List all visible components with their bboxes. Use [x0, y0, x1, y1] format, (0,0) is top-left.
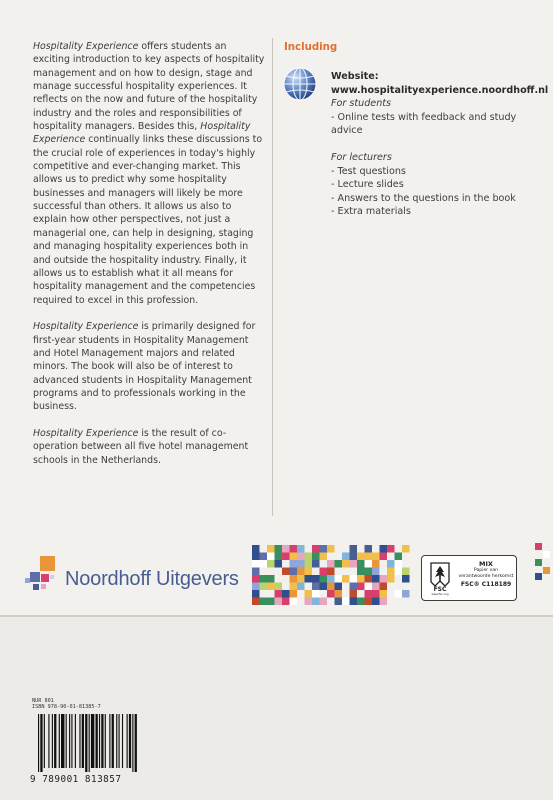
barcode-bar — [91, 714, 94, 768]
mosaic-tile — [252, 598, 260, 606]
barcode-bars — [30, 714, 140, 772]
mosaic-tile — [350, 575, 358, 583]
mosaic-tile — [365, 590, 373, 598]
mosaic-tile — [365, 560, 373, 568]
mosaic-tile — [305, 568, 313, 576]
mosaic-tile — [387, 560, 395, 568]
lecturers-item: - Answers to the questions in the book — [331, 192, 516, 204]
students-title: For students — [331, 98, 392, 110]
mosaic-tile — [260, 575, 268, 583]
noordhoff-logo-icon — [24, 556, 64, 596]
mosaic-tile — [282, 590, 290, 598]
book-title-italic: Hospitality Experience — [33, 121, 251, 146]
mosaic-tile — [387, 545, 395, 553]
mosaic-tile — [260, 598, 268, 606]
barcode-bar — [75, 714, 76, 768]
mosaic-tile — [282, 553, 290, 561]
mosaic-tile — [342, 560, 350, 568]
mosaic-tile — [290, 545, 298, 553]
barcode-bar — [48, 714, 49, 768]
fsc-text — [458, 560, 514, 588]
mosaic-tile — [365, 575, 373, 583]
mosaic-tile — [267, 598, 275, 606]
mosaic-tile — [327, 560, 335, 568]
mosaic-tile — [357, 598, 365, 606]
lecturers-item: - Extra materials — [331, 206, 411, 218]
mosaic-tile — [252, 560, 260, 568]
column-divider — [272, 38, 273, 516]
mosaic-tile — [327, 568, 335, 576]
mosaic-tile — [282, 545, 290, 553]
mosaic-tile — [312, 560, 320, 568]
barcode-bar — [54, 714, 56, 768]
mosaic-tile — [312, 583, 320, 591]
fsc-line-1: Papier van — [473, 568, 499, 573]
barcode-bar — [99, 714, 100, 768]
mosaic-tile — [335, 575, 343, 583]
mosaic-tile — [372, 583, 380, 591]
mosaic-tile — [372, 553, 380, 561]
mosaic-tile — [320, 545, 328, 553]
mosaic-tile — [260, 583, 268, 591]
fsc-tree-icon — [426, 560, 454, 596]
mosaic-tile — [365, 553, 373, 561]
mosaic-tile — [320, 575, 328, 583]
mosaic-tile — [350, 545, 358, 553]
fsc-logo-text: FSC — [433, 586, 447, 593]
mosaic-tile — [290, 590, 298, 598]
including-heading: Including — [284, 42, 338, 53]
mosaic-tile — [260, 553, 268, 561]
mosaic-tile — [365, 583, 373, 591]
mosaic-tile — [312, 575, 320, 583]
mosaic-tile — [543, 567, 550, 574]
barcode-bar — [85, 714, 87, 772]
mosaic-tile — [380, 590, 388, 598]
mosaic-tile — [357, 568, 365, 576]
mosaic-tile — [327, 575, 335, 583]
fsc-logo-url: www.fsc.org — [431, 592, 449, 596]
mosaic-tile — [357, 583, 365, 591]
mosaic-tile — [327, 590, 335, 598]
paragraph-text: is the result of co-operation between all five hotel management schools in the Netherlands. — [33, 427, 249, 466]
website-block — [284, 70, 549, 137]
mosaic-tile — [282, 568, 290, 576]
decorative-mosaic-edge — [531, 543, 551, 583]
mosaic-tile — [252, 590, 260, 598]
mosaic-tile — [305, 598, 313, 606]
mosaic-tile — [290, 553, 298, 561]
barcode-bar — [116, 714, 117, 768]
mosaic-tile — [327, 545, 335, 553]
barcode-bar — [101, 714, 103, 768]
mosaic-tile — [402, 590, 410, 598]
mosaic-tile — [335, 590, 343, 598]
mosaic-tile — [327, 583, 335, 591]
mosaic-tile — [275, 598, 283, 606]
mosaic-tile — [357, 560, 365, 568]
fsc-line-2: verantwoorde herkomst — [458, 574, 514, 579]
description-paragraph-1 — [33, 40, 265, 307]
globe-icon — [282, 66, 318, 102]
mosaic-tile — [372, 568, 380, 576]
mosaic-tile — [342, 598, 350, 606]
barcode-bar — [132, 714, 133, 772]
isbn-number: ISBN 978-90-01-81385-7 — [32, 704, 101, 711]
mosaic-tile — [357, 575, 365, 583]
mosaic-tile — [395, 553, 403, 561]
mosaic-tile — [297, 553, 305, 561]
mosaic-tile — [312, 598, 320, 606]
mosaic-tile — [535, 543, 542, 550]
description-paragraph-2 — [33, 320, 265, 413]
mosaic-tile — [387, 575, 395, 583]
mosaic-tile — [372, 590, 380, 598]
mosaic-tile — [297, 583, 305, 591]
mosaic-tile — [312, 545, 320, 553]
description-column — [33, 40, 265, 480]
mosaic-tile — [290, 583, 298, 591]
mosaic-tile — [395, 560, 403, 568]
mosaic-tile — [342, 575, 350, 583]
mosaic-tile — [342, 553, 350, 561]
lecturers-item: - Test questions — [331, 165, 406, 177]
mosaic-tile — [275, 545, 283, 553]
mosaic-tile — [350, 590, 358, 598]
paragraph-text: continually links these discussions to the crucial role of experiences in today's highly competitive and ever-changing market. This allows us to predict why some hospitality businesses and managers will likely be more successful than others. It allows us also to explain how other perspectives, not just a managerial one, can help in designing, staging and managing hospitality experiences both in and outside the hospitality industry. Finally, it allows us to establish what it all means for hospitality management and the competencies required to excel in this profession. — [33, 134, 263, 306]
mosaic-tile — [290, 598, 298, 606]
book-title-italic: Hospitality Experience — [33, 41, 139, 52]
mosaic-tile — [305, 575, 313, 583]
mosaic-tile — [320, 568, 328, 576]
mosaic-tile — [312, 553, 320, 561]
mosaic-tile — [350, 553, 358, 561]
barcode-bar — [109, 714, 110, 768]
mosaic-tile — [365, 598, 373, 606]
lecturers-item: - Lecture slides — [331, 179, 404, 191]
barcode-bar — [52, 714, 53, 768]
mosaic-tile — [297, 575, 305, 583]
mosaic-tile — [297, 560, 305, 568]
mosaic-tile — [350, 560, 358, 568]
mosaic-tile — [402, 545, 410, 553]
mosaic-tile — [305, 553, 313, 561]
mosaic-tile — [312, 590, 320, 598]
lecturers-title: For lecturers — [331, 152, 392, 164]
barcode-bar — [129, 714, 131, 768]
barcode-bar — [112, 714, 114, 768]
book-title-italic: Hospitality Experience — [33, 427, 139, 439]
mosaic-tile — [535, 573, 542, 580]
mosaic-tile — [395, 568, 403, 576]
mosaic-tile — [372, 575, 380, 583]
mosaic-tile — [387, 568, 395, 576]
paragraph-text: offers students an exciting introduction to key aspects of hospitality management and on how to design, stage and manage successful hospitality experiences. It reflects on the now and future of the hospitality industry and the roles and responsibilities of hospitality managers. Besides this, — [33, 41, 265, 133]
barcode-bar — [82, 714, 84, 768]
barcode-bar — [71, 714, 72, 768]
barcode-bar — [69, 714, 70, 768]
mosaic-tile — [252, 568, 260, 576]
mosaic-tile — [372, 598, 380, 606]
lecturers-block — [284, 151, 534, 218]
mosaic-tile — [267, 545, 275, 553]
barcode-bar — [38, 714, 39, 772]
barcode-bar — [105, 714, 106, 768]
website-label: Website: — [331, 71, 379, 83]
book-title-italic: Hospitality Experience — [33, 321, 139, 333]
mosaic-tile — [535, 559, 542, 566]
isbn-barcode — [30, 698, 140, 794]
mosaic-tile — [290, 560, 298, 568]
barcode-bar — [44, 714, 45, 768]
mosaic-tile — [320, 553, 328, 561]
nur-code: NUR 801 — [32, 698, 54, 704]
paragraph-text: is primarily designed for first-year students in Hospitality Management and Hotel Management majors and related minors. The book will also be of interest to advanced students in Hospitality Management programs and to professionals working in the business. — [33, 321, 256, 413]
fold-line — [0, 615, 553, 617]
mosaic-tile — [357, 553, 365, 561]
mosaic-tile — [350, 583, 358, 591]
website-url[interactable]: www.hospitalityexperience.noordhoff.nl — [331, 84, 549, 96]
mosaic-tile — [290, 575, 298, 583]
mosaic-tile — [282, 598, 290, 606]
mosaic-tile — [402, 575, 410, 583]
mosaic-tile — [402, 568, 410, 576]
mosaic-tile — [380, 598, 388, 606]
mosaic-tile — [380, 575, 388, 583]
mosaic-tile — [267, 553, 275, 561]
mosaic-tile — [380, 545, 388, 553]
mosaic-tile — [365, 568, 373, 576]
mosaic-tile — [543, 551, 550, 558]
barcode-bar — [96, 714, 98, 768]
barcode-bar — [61, 714, 64, 768]
mosaic-tile — [297, 568, 305, 576]
mosaic-tile — [275, 560, 283, 568]
barcode-bar — [127, 714, 128, 768]
mosaic-tile — [372, 560, 380, 568]
mosaic-tile — [320, 598, 328, 606]
mosaic-tile — [267, 575, 275, 583]
students-item: - Online tests with feedback and study advice — [331, 111, 517, 137]
mosaic-tile — [365, 545, 373, 553]
mosaic-tile — [275, 553, 283, 561]
mosaic-tile — [305, 560, 313, 568]
mosaic-tile — [267, 583, 275, 591]
mosaic-tile — [320, 583, 328, 591]
barcode-bar — [66, 714, 67, 768]
mosaic-tile — [305, 590, 313, 598]
mosaic-tile — [275, 583, 283, 591]
including-column — [284, 41, 549, 218]
barcode-bar — [59, 714, 60, 768]
mosaic-tile — [350, 598, 358, 606]
mosaic-tile — [395, 590, 403, 598]
barcode-bar — [89, 714, 90, 772]
barcode-bar — [79, 714, 80, 768]
mosaic-tile — [335, 598, 343, 606]
description-paragraph-3 — [33, 427, 265, 467]
fsc-mix: MIX — [479, 560, 493, 568]
fsc-label — [421, 555, 517, 601]
mosaic-tile — [335, 583, 343, 591]
mosaic-tile — [290, 568, 298, 576]
mosaic-tile — [260, 560, 268, 568]
mosaic-tile — [267, 560, 275, 568]
barcode-bar — [40, 714, 42, 772]
mosaic-tile — [252, 545, 260, 553]
barcode-bar — [135, 714, 137, 772]
barcode-bar — [122, 714, 123, 768]
mosaic-tile — [297, 545, 305, 553]
mosaic-tile — [252, 553, 260, 561]
publisher-name: Noordhoff Uitgevers — [65, 568, 239, 590]
mosaic-tile — [335, 560, 343, 568]
mosaic-tile — [380, 553, 388, 561]
mosaic-tile — [252, 575, 260, 583]
fsc-code: FSC® C118189 — [460, 581, 512, 588]
mosaic-tile — [380, 583, 388, 591]
mosaic-tile — [252, 583, 260, 591]
decorative-mosaic — [252, 545, 412, 607]
mosaic-tile — [275, 590, 283, 598]
barcode-digits: 9 789001 813857 — [30, 774, 122, 785]
barcode-bar — [119, 714, 120, 768]
